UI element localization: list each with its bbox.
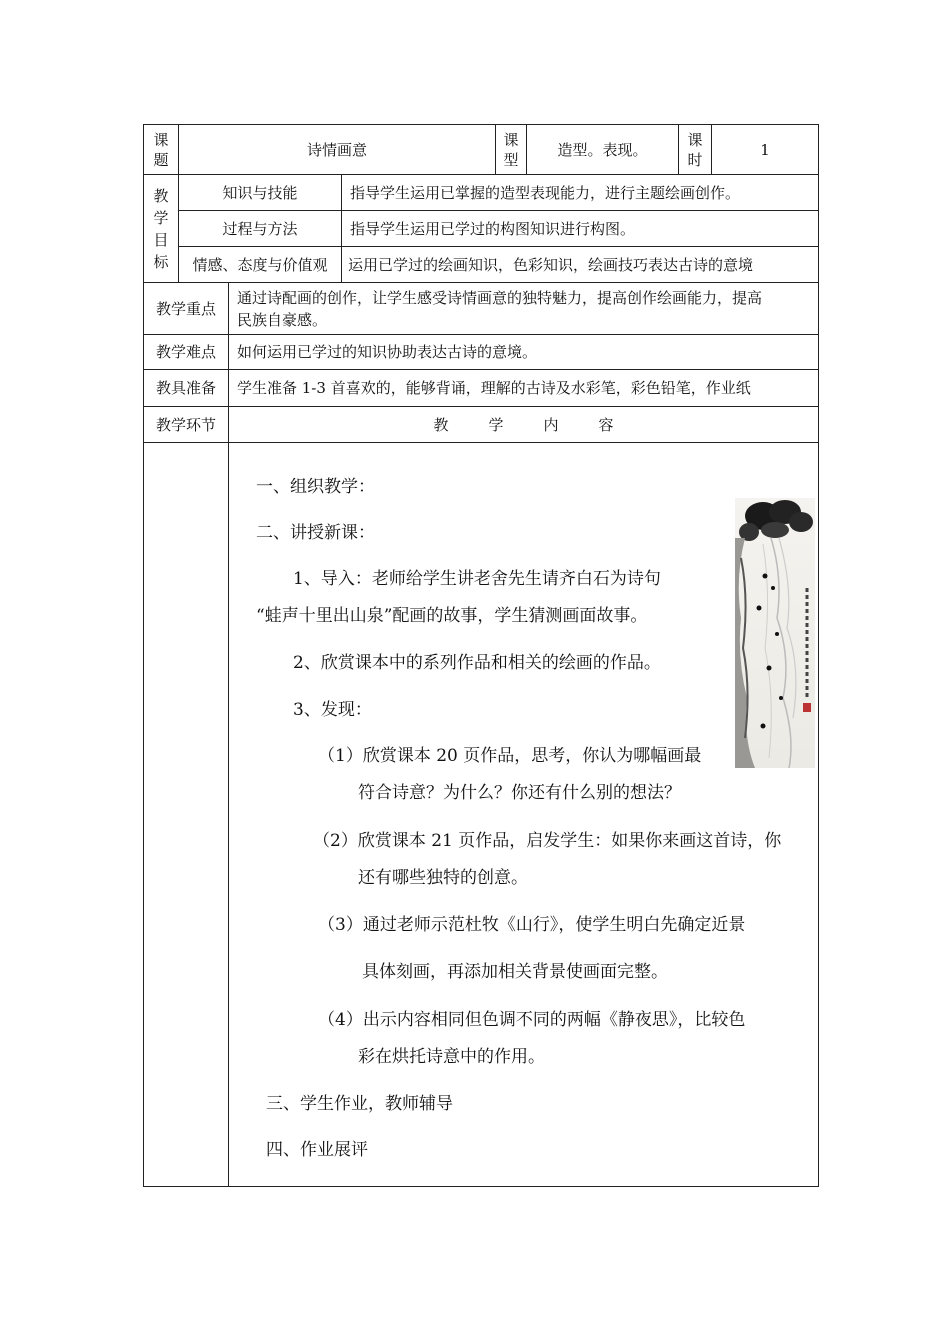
materials-label: 教具准备 bbox=[143, 369, 229, 407]
objective-name-process: 过程与方法 bbox=[178, 210, 342, 247]
objectives-label-char: 目 bbox=[153, 230, 169, 249]
type-value: 造型。表现。 bbox=[526, 124, 679, 175]
topic-label-char: 课 bbox=[153, 130, 169, 149]
body-line: 2、欣赏课本中的系列作品和相关的绘画的作品。 bbox=[293, 653, 661, 673]
type-label bbox=[495, 124, 527, 175]
difficulty-text: 如何运用已学过的知识协助表达古诗的意境。 bbox=[228, 334, 819, 370]
content-title-char: 内 bbox=[543, 415, 559, 434]
hours-label bbox=[678, 124, 712, 175]
materials-text: 学生准备 1-3 首喜欢的，能够背诵，理解的古诗及水彩笔，彩色铅笔，作业纸 bbox=[228, 369, 819, 407]
hours-value: 1 bbox=[711, 124, 819, 175]
body-line: 彩在烘托诗意中的作用。 bbox=[358, 1047, 545, 1067]
body-line: 具体刻画，再添加相关背景使画面完整。 bbox=[362, 962, 668, 982]
key-point-label: 教学重点 bbox=[143, 282, 229, 335]
type-label-char: 课 bbox=[503, 130, 519, 149]
difficulty-label: 教学难点 bbox=[143, 334, 229, 370]
body-line: 还有哪些独特的创意。 bbox=[358, 868, 528, 888]
body-line: （4）出示内容相同但色调不同的两幅《静夜思》，比较色 bbox=[318, 1010, 746, 1030]
body-line: 一、组织教学： bbox=[256, 477, 375, 497]
content-title-char: 学 bbox=[488, 415, 504, 434]
key-point-text bbox=[228, 282, 819, 335]
type-label-char: 型 bbox=[503, 150, 519, 169]
objectives-label-char: 标 bbox=[153, 252, 169, 271]
objective-text-knowledge: 指导学生运用已掌握的造型表现能力，进行主题绘画创作。 bbox=[341, 174, 819, 211]
body-line: 三、学生作业，教师辅导 bbox=[266, 1094, 453, 1114]
content-title-char: 教 bbox=[433, 415, 449, 434]
body-left-cell bbox=[143, 442, 229, 1187]
topic-value: 诗情画意 bbox=[178, 124, 496, 175]
objective-text-emotion: 运用已学过的绘画知识，色彩知识，绘画技巧表达古诗的意境 bbox=[341, 246, 819, 283]
objectives-label bbox=[143, 174, 179, 283]
body-line: 1、导入：老师给学生讲老舍先生请齐白石为诗句 bbox=[293, 569, 661, 589]
body-line: 二、讲授新课： bbox=[256, 523, 375, 543]
body-line: （2）欣赏课本 21 页作品，启发学生：如果你来画这首诗，你 bbox=[313, 831, 782, 851]
hours-label-char: 课 bbox=[687, 130, 703, 149]
content-title-char: 容 bbox=[598, 415, 614, 434]
objectives-label-char: 学 bbox=[153, 208, 169, 227]
body-line: 符合诗意？为什么？你还有什么别的想法？ bbox=[358, 783, 681, 803]
section-label: 教学环节 bbox=[143, 406, 229, 443]
body-line: （1）欣赏课本 20 页作品，思考，你认为哪幅画最 bbox=[318, 746, 702, 766]
objective-text-process: 指导学生运用已学过的构图知识进行构图。 bbox=[341, 210, 819, 247]
body-line: “蛙声十里出山泉”配画的故事，学生猜测画面故事。 bbox=[256, 606, 648, 626]
body-line: 3、发现： bbox=[293, 700, 372, 720]
ink-painting-image bbox=[735, 498, 815, 768]
ink-painting-svg bbox=[735, 498, 815, 768]
objective-name-emotion: 情感、态度与价值观 bbox=[178, 246, 342, 283]
key-point-line: 通过诗配画的创作，让学生感受诗情画意的独特魅力，提高创作绘画能力，提高 bbox=[237, 289, 763, 307]
body-content-cell bbox=[228, 442, 819, 1187]
body-line: 四、作业展评 bbox=[266, 1140, 368, 1160]
body-line: （3）通过老师示范杜牧《山行》，使学生明白先确定近景 bbox=[318, 915, 746, 935]
topic-label-char: 题 bbox=[153, 150, 169, 169]
topic-label bbox=[143, 124, 179, 175]
content-title bbox=[228, 406, 819, 443]
key-point-line: 民族自豪感。 bbox=[237, 311, 328, 329]
objectives-label-char: 教 bbox=[153, 186, 169, 205]
objective-name-knowledge: 知识与技能 bbox=[178, 174, 342, 211]
hours-label-char: 时 bbox=[687, 150, 703, 169]
